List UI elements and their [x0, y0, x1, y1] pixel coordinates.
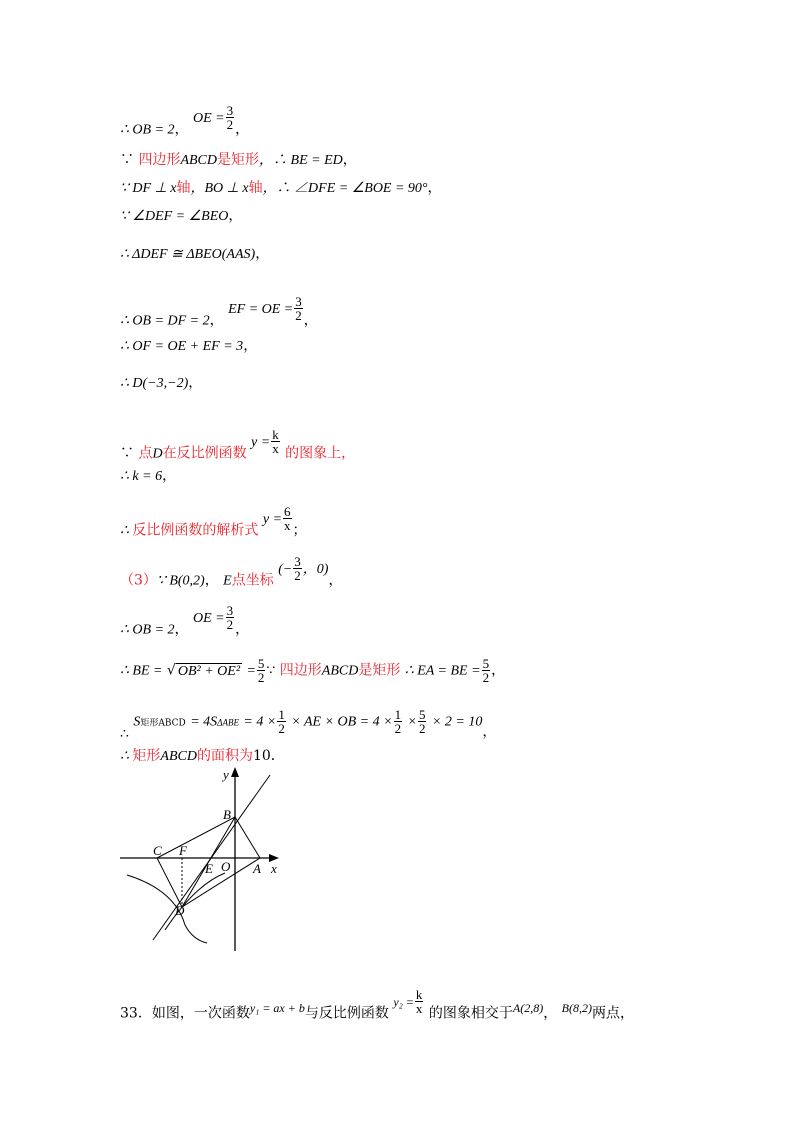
fraction: [277, 708, 286, 735]
text: ∴ OB = 2: [120, 622, 175, 638]
text: ABCD: [321, 663, 359, 679]
line-2: [120, 152, 357, 169]
text: ABCD: [160, 749, 197, 764]
text: ∴ EA = BE =: [404, 663, 481, 679]
text: 两点，: [591, 1005, 634, 1022]
text: 33．如图，一次函数: [120, 1005, 250, 1022]
denominator: 2: [226, 117, 234, 132]
text: ，: [204, 572, 219, 589]
text: ∴: [120, 749, 133, 764]
text: 的图象上，: [285, 445, 356, 462]
text: ，: [235, 621, 250, 638]
text: y =: [251, 434, 271, 450]
text: ，∴ BE = ED: [259, 153, 343, 168]
text: × AE × OB = 4 ×: [291, 714, 393, 730]
line-7: [120, 338, 257, 355]
text: ，: [342, 152, 357, 168]
line-1: [120, 103, 250, 143]
text: 在反比例函数: [162, 445, 247, 462]
label-x: x: [271, 861, 277, 876]
fraction: [293, 555, 302, 582]
label-e: E: [205, 861, 213, 876]
denominator: 2: [278, 721, 285, 736]
subscript: ΔABE: [217, 717, 239, 728]
text: ∴: [120, 725, 129, 742]
text: 点: [138, 445, 153, 462]
label-b: B: [223, 807, 231, 822]
question-33: [120, 987, 634, 1027]
fraction: [226, 604, 235, 631]
text: 反比例函数的解析式: [132, 522, 259, 539]
text: ，∴ ∠DFE = ∠BOE = 90°: [262, 181, 428, 196]
line-16: [120, 748, 285, 765]
text: 四边形: [279, 662, 322, 679]
text: ，: [491, 662, 506, 679]
line-13: [120, 603, 250, 643]
fraction: [394, 708, 403, 735]
text: = 4 ×: [243, 714, 277, 730]
fraction: [294, 295, 303, 322]
text: ，: [235, 121, 250, 138]
text: OE =: [192, 110, 225, 126]
sqrt-radicand: OB² + OE²: [177, 663, 241, 679]
line-15: [120, 707, 497, 742]
text: 轴: [248, 180, 263, 196]
text: ，: [188, 375, 203, 391]
text: ∴ OF = OE + EF = 3: [120, 339, 244, 354]
text: 是矩形: [358, 662, 401, 679]
denominator: 2: [394, 721, 402, 736]
text: ∴ ΔDEF ≅ ΔBEO(AAS): [120, 247, 256, 262]
denominator: 2: [482, 670, 490, 685]
numerator: 3: [294, 554, 301, 569]
text: 与反比例函数: [304, 1005, 389, 1022]
denominator: 2: [418, 721, 426, 736]
numerator: 3: [295, 294, 302, 309]
label-y: y: [223, 767, 229, 782]
text: ∵: [120, 152, 139, 168]
text: 轴: [176, 180, 191, 196]
text: ∴ OB = 2: [120, 122, 175, 138]
label-d: D: [175, 903, 185, 918]
numerator: 1: [278, 707, 285, 722]
text: ，: [228, 208, 243, 224]
line-8: [120, 375, 202, 392]
text: ∴: [120, 523, 133, 539]
numerator: 5: [482, 656, 490, 671]
fraction: [226, 104, 235, 131]
text: ，: [209, 312, 224, 329]
geometry-figure: [115, 765, 295, 955]
text: ，0): [302, 561, 329, 577]
text: E: [223, 573, 232, 589]
fraction: [257, 657, 266, 684]
text: 10．: [252, 748, 285, 764]
text: ∵ ∠DEF = ∠BEO: [120, 209, 229, 224]
text: ，: [174, 621, 189, 638]
numerator: k: [415, 987, 423, 1002]
text: S: [133, 714, 141, 730]
text: 是矩形: [217, 152, 260, 168]
line-4: [120, 208, 242, 225]
fraction: [283, 505, 292, 532]
text: （3）: [120, 572, 157, 589]
text: B(8,2): [561, 1000, 592, 1015]
text: 矩形: [132, 748, 161, 764]
line-9: [120, 427, 356, 467]
text: ，: [328, 572, 343, 589]
denominator: 2: [257, 670, 265, 685]
line-6: [120, 294, 318, 334]
text: ∴ k = 6: [120, 469, 163, 484]
text: ，: [543, 1005, 558, 1022]
text: ×: [407, 714, 417, 730]
numerator: 1: [394, 707, 402, 722]
text: ∴ BE =: [120, 663, 163, 679]
text: ∵: [266, 662, 280, 679]
label-o: O: [221, 859, 231, 874]
text: 的面积为: [196, 748, 253, 764]
text: ∴ D(−3,−2): [120, 376, 189, 391]
subscript: 矩形ABCD: [140, 718, 186, 729]
text: ∵: [120, 445, 139, 462]
label-a: A: [253, 861, 261, 876]
line-12: [120, 554, 343, 594]
numerator: k: [272, 427, 279, 442]
y-axis-arrow: [231, 767, 239, 777]
denominator: 2: [226, 617, 234, 632]
numerator: 6: [284, 504, 291, 519]
text: y₁ = ax + b: [249, 1000, 305, 1015]
text: ，: [303, 312, 318, 329]
numerator: 5: [418, 707, 426, 722]
text: ，: [482, 723, 497, 740]
numerator: 3: [226, 603, 234, 618]
fraction: [271, 428, 280, 455]
text: ，BO ⊥ x: [190, 181, 249, 196]
line-5: [120, 246, 269, 263]
text: D: [152, 446, 163, 462]
text: = 4S: [190, 714, 218, 730]
text: ∵ DF ⊥ x: [120, 181, 177, 196]
denominator: 2: [294, 568, 301, 583]
text: (−: [278, 561, 293, 577]
text: ∵ B(0,2): [156, 573, 205, 589]
text: ，: [174, 121, 189, 138]
text: EF = OE =: [228, 301, 294, 317]
sqrt-sign: √: [166, 662, 176, 679]
denominator: x: [284, 518, 291, 533]
line-14: [120, 657, 505, 684]
text: y =: [262, 511, 283, 527]
text: ，: [162, 468, 177, 484]
line-3: [120, 180, 442, 197]
text: 的图象相交于: [428, 1005, 513, 1022]
denominator: x: [415, 1001, 423, 1016]
text: ；: [292, 522, 307, 539]
denominator: 2: [295, 308, 302, 323]
text: ∴ OB = DF = 2: [120, 313, 210, 329]
label-f: F: [179, 843, 187, 858]
text: OE =: [192, 610, 225, 626]
text: ABCD: [180, 153, 218, 168]
text: A(2,8): [512, 1000, 544, 1015]
text: ，: [243, 338, 258, 354]
fraction: [415, 988, 424, 1015]
numerator: 3: [226, 103, 234, 118]
text: 四边形: [138, 152, 181, 168]
fraction: [418, 708, 427, 735]
line-10: [120, 468, 176, 485]
text: y₂ =: [393, 994, 414, 1009]
text: ，: [427, 180, 442, 196]
line-11: [120, 504, 307, 544]
text: =: [246, 663, 256, 679]
text: ，: [255, 246, 270, 262]
numerator: 5: [257, 656, 265, 671]
denominator: x: [272, 441, 279, 456]
label-c: C: [153, 843, 162, 858]
text: × 2 = 10: [431, 714, 483, 730]
text: 点坐标: [231, 572, 274, 589]
fraction: [482, 657, 491, 684]
